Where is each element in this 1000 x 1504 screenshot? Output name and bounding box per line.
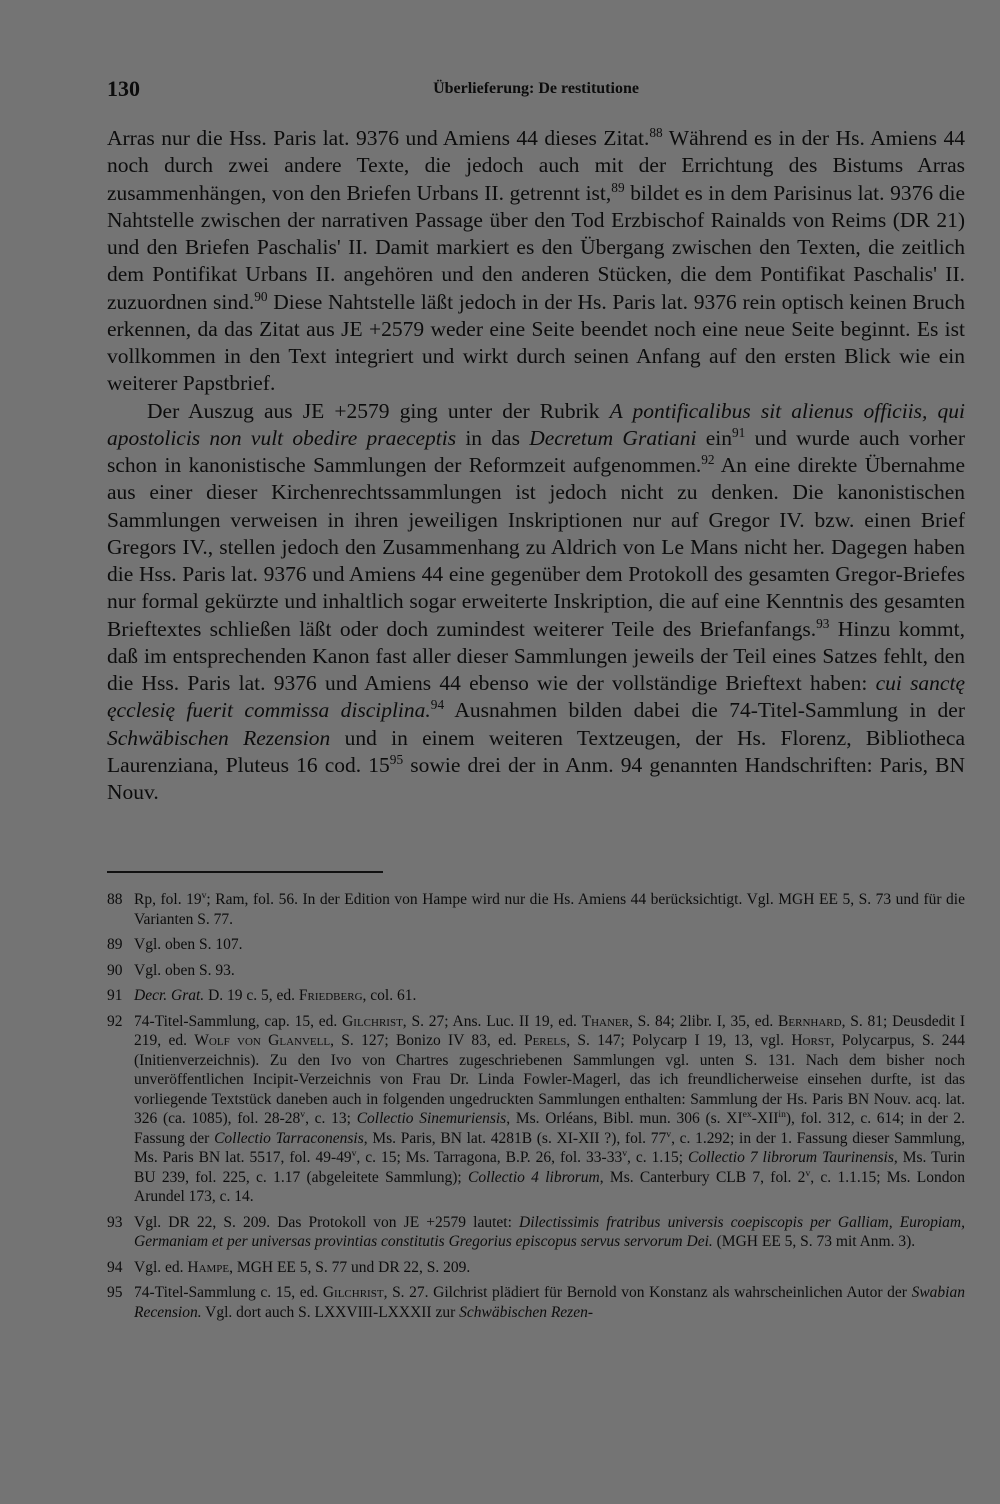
footnote-number: 90 xyxy=(107,961,123,979)
text-run: , c. 15; Ms. Tarragona, B.P. 26, fol. 33-33 xyxy=(356,1149,623,1166)
text-run: , MGH EE 5, S. 77 und DR 22, S. 209. xyxy=(229,1258,471,1276)
text-run: , c. 1.1.15; Ms. London Arundel 173, c. 14. xyxy=(134,1168,966,1205)
text-run: , col. 61. xyxy=(362,987,417,1004)
page-header xyxy=(107,76,965,106)
text-run: , S. 84; 2libr. I, 35, ed. xyxy=(628,1012,779,1030)
small-caps-name: Horst xyxy=(791,1032,831,1049)
text-run: 74-Titel-Sammlung, cap. 15, ed. xyxy=(134,1012,343,1030)
superscript: ex xyxy=(742,1108,752,1120)
text-run: (MGH EE 5, S. 73 mit Anm. 3). xyxy=(712,1233,916,1250)
text-run: Während es in der Hs. Amiens 44 noch durch zwei andere Texte, die jedoch auch mit der Errichtung des Bistums Arras zusammenhängen, von den Briefen Urbans II. getrennt ist, xyxy=(107,126,965,205)
footnote xyxy=(107,1283,965,1322)
text-run: bildet es in dem Parisinus lat. 9376 die Nahtstelle zwischen der narrativen Passage über den Tod Erzbischof Rainalds von Reims (DR 21) und den Briefen Paschalis' II. Damit markiert es den Übergang zwischen den Texten, die zeitlich dem Pontifikat Urbans II. angehören und den anderen Stücken, die dem Pontifikat Paschalis' II. zuzuordnen sind. xyxy=(107,180,965,314)
small-caps-name: Thaner xyxy=(581,1012,629,1030)
superscript: v xyxy=(666,1128,672,1140)
italic-text: Decr. Grat. xyxy=(134,987,205,1004)
footnote xyxy=(107,1012,965,1207)
text-run: und wurde auch vorher schon in kanonistische Sammlungen der Reformzeit aufgenommen. xyxy=(107,425,965,477)
small-caps-name: Gilchrist xyxy=(322,1284,384,1301)
text-run: ein xyxy=(696,425,732,450)
text-run: Vgl. ed. xyxy=(134,1258,188,1276)
text-run: Hinzu kommt, daß im entsprechenden Kanon fast aller dieser Sammlungen jeweils der Teil eines Satzes fehlt, den die Hss. Paris lat. 9376 und Amiens 44 ebenso wie der vollständige Brieftext haben: xyxy=(107,616,965,695)
italic-text: Dilectissimis fratribus universis coepiscopis per Galliam, Europiam, Germaniam et per universas provintias constitutis Gregorius episcopus servus servorum Dei. xyxy=(134,1213,965,1250)
small-caps-name: Hampe xyxy=(187,1258,230,1276)
text-run: und in einem weiteren Textzeugen, der Hs. Florenz, Bibliotheca Laurenziana, Pluteus 16 cod. 15 xyxy=(107,725,965,777)
superscript: 89 xyxy=(611,179,625,195)
text-run: 74-Titel-Sammlung c. 15, ed. xyxy=(134,1284,323,1301)
text-run: in das xyxy=(456,425,530,450)
small-caps-name: Friedberg xyxy=(298,987,363,1004)
footnote-separator xyxy=(107,871,383,873)
text-run: An eine direkte Übernahme aus einer dieser Kirchenrechtssammlungen ist jedoch nicht zu denken. Die kanonistischen Sammlungen verweisen in ihren jeweiligen Inskriptionen nur auf Gregor IV. bzw. einen Brief Gregors IV., stellen jedoch den Zusammenhang zu Aldrich von Le Mans nicht her. Dagegen haben die Hss. Paris lat. 9376 und Amiens 44 eine gegenüber dem Protokoll des gesamten Gregor-Briefes nur formal gekürzte und inhaltlich sogar erweiterte Inskription, die auf eine Kenntnis des gesamten Brieftextes schließen läßt oder doch zumindest weiterer Teile des Briefanfangs. xyxy=(107,453,965,641)
superscript: 93 xyxy=(816,615,830,631)
text-run: Rp, fol. 19 xyxy=(134,891,202,908)
superscript: v xyxy=(622,1147,627,1159)
text-run: Der Auszug aus JE +2579 ging unter der Rubrik xyxy=(147,398,610,423)
footnote-number: 91 xyxy=(107,987,123,1004)
italic-text: Collectio 7 librorum Taurinensis xyxy=(688,1149,894,1166)
text-run: Arras nur die Hss. Paris lat. 9376 und Amiens 44 dieses Zitat. xyxy=(107,126,650,150)
footnote-number: 92 xyxy=(107,1012,123,1030)
footnote xyxy=(107,986,965,1006)
superscript: 90 xyxy=(254,288,268,304)
footnote xyxy=(107,935,965,955)
footnotes xyxy=(107,890,965,1328)
superscript: v xyxy=(351,1147,357,1159)
text-run: Vgl. oben S. 93. xyxy=(134,961,235,979)
small-caps-name: Bernhard xyxy=(778,1012,842,1030)
superscript: 91 xyxy=(732,424,746,440)
superscript: v xyxy=(300,1108,306,1120)
small-caps-name: Gilchrist xyxy=(342,1012,403,1030)
text-run: Diese Nahtstelle läßt jedoch in der Hs. Paris lat. 9376 rein optisch keinen Bruch erkennen, da das Zitat aus JE +2579 weder eine Seite beendet noch eine neue Seite beginnt. Es ist vollkommen in den Text integriert und wirkt durch seinen Anfang auf den ersten Blick wie ein weiterer Papstbrief. xyxy=(107,289,965,396)
text-run: , S. 81; Deusdedit I 219, ed. xyxy=(134,1012,965,1049)
italic-text: Schwäbischen Rezension xyxy=(107,725,331,750)
footnote-number: 94 xyxy=(107,1258,123,1276)
text-run: , c. 13; xyxy=(305,1110,357,1127)
text-run: , S. 27; Ans. Luc. II 19, ed. xyxy=(402,1012,582,1030)
footnote xyxy=(107,1213,965,1252)
text-run: Ausnahmen bilden dabei die 74-Titel-Sammlung in der xyxy=(444,698,965,723)
superscript: in xyxy=(778,1108,786,1120)
text-run: , Ms. Paris, BN lat. 4281B (s. XI-XII ?), fol. 77 xyxy=(363,1129,667,1147)
italic-text: Decretum Gratiani xyxy=(529,425,697,450)
superscript: 94 xyxy=(430,697,445,713)
text-run: , c. 1.292; in der 1. Fassung dieser Sammlung, Ms. Paris BN lat. 5517, fol. 49-49 xyxy=(134,1129,965,1166)
text-run: , Ms. Orléans, Bibl. mun. 306 (s. XI xyxy=(506,1110,743,1127)
superscript: 95 xyxy=(389,751,404,767)
paragraph xyxy=(107,398,965,807)
footnote-number: 89 xyxy=(107,936,123,953)
page-number: 130 xyxy=(107,76,140,101)
text-run: -XII xyxy=(751,1110,779,1127)
text-run: , S. 27. Gilchrist plädiert für Bernold von Konstanz als wahrscheinlichen Autor der xyxy=(383,1284,912,1301)
footnote-number: 95 xyxy=(107,1284,123,1301)
superscript: 92 xyxy=(701,451,715,467)
superscript: v xyxy=(201,889,207,901)
text-run: ; Ram, fol. 56. In der Edition von Hampe wird nur die Hs. Amiens 44 berücksichtigt. Vgl. MGH EE 5, S. 73 und für die Varianten S. 77. xyxy=(134,891,965,928)
italic-text: Collectio 4 librorum xyxy=(468,1168,600,1186)
text-run: , S. 147; Polycarp I 19, 13, vgl. xyxy=(566,1032,792,1049)
superscript: 88 xyxy=(649,124,663,140)
footnote xyxy=(107,961,965,981)
text-run: Vgl. dort auch S. LXXVIII-LXXXII zur xyxy=(201,1303,460,1321)
text-run: , Polycarpus, S. 244 (Initienverzeichnis). Zu den Ivo von Chartres zugeschriebenen Sammlungen vgl. unten S. 131. Nach dem bisher noch unveröffentlichen Incipit-Verzeichnis von Frau Dr. Linda Fowler-Magerl, das ich freundlicherweise einsehen durfte, ist das vorliegende Textstück daneben auch in folgenden ungedruckten Sammlungen enthalten: Sammlung der Hs. Paris BN Nouv. acq. lat. 326 (ca. 1085), fol. 28-28 xyxy=(134,1032,966,1127)
text-run: Vgl. DR 22, S. 209. Das Protokoll von JE +2579 lautet: xyxy=(134,1213,519,1231)
footnote xyxy=(107,1258,965,1278)
footnote xyxy=(107,890,965,929)
small-caps-name: Wolf von Glanvell xyxy=(194,1032,331,1049)
italic-text: A pontificalibus sit alienus officiis, qui apostolicis non vult obedire praeceptis xyxy=(107,398,965,450)
text-run: ), fol. 312, c. 614; in der 2. Fassung der xyxy=(134,1110,966,1147)
italic-text: Collectio Sinemuriensis xyxy=(356,1110,507,1127)
text-run: Vgl. oben S. 107. xyxy=(134,936,243,953)
superscript: v xyxy=(805,1167,811,1179)
small-caps-name: Perels xyxy=(523,1032,567,1049)
main-text xyxy=(107,125,965,806)
text-run: , S. 127; Bonizo IV 83, ed. xyxy=(330,1032,524,1049)
paragraph xyxy=(107,125,965,398)
text-run: , Ms. Canterbury CLB 7, fol. 2 xyxy=(599,1168,806,1186)
italic-text: cui sanctę ęcclesię fuerit commissa disciplina. xyxy=(107,671,965,723)
text-run: , Ms. Turin BU 239, fol. 225, c. 1.17 (abgeleitete Sammlung); xyxy=(134,1149,966,1186)
italic-text: Schwäbischen Rezen- xyxy=(459,1303,594,1321)
text-run: D. 19 c. 5, ed. xyxy=(204,987,299,1004)
running-title: Überlieferung: De restitutione xyxy=(433,80,639,97)
text-run: sowie drei der in Anm. 94 genannten Handschriften: Paris, BN Nouv. xyxy=(107,752,965,804)
footnote-number: 93 xyxy=(107,1213,123,1231)
italic-text: Swabian Recension. xyxy=(134,1284,965,1321)
footnote-number: 88 xyxy=(107,891,123,908)
italic-text: Collectio Tarraconensis xyxy=(214,1129,364,1147)
text-run: , c. 1.15; xyxy=(627,1149,689,1166)
